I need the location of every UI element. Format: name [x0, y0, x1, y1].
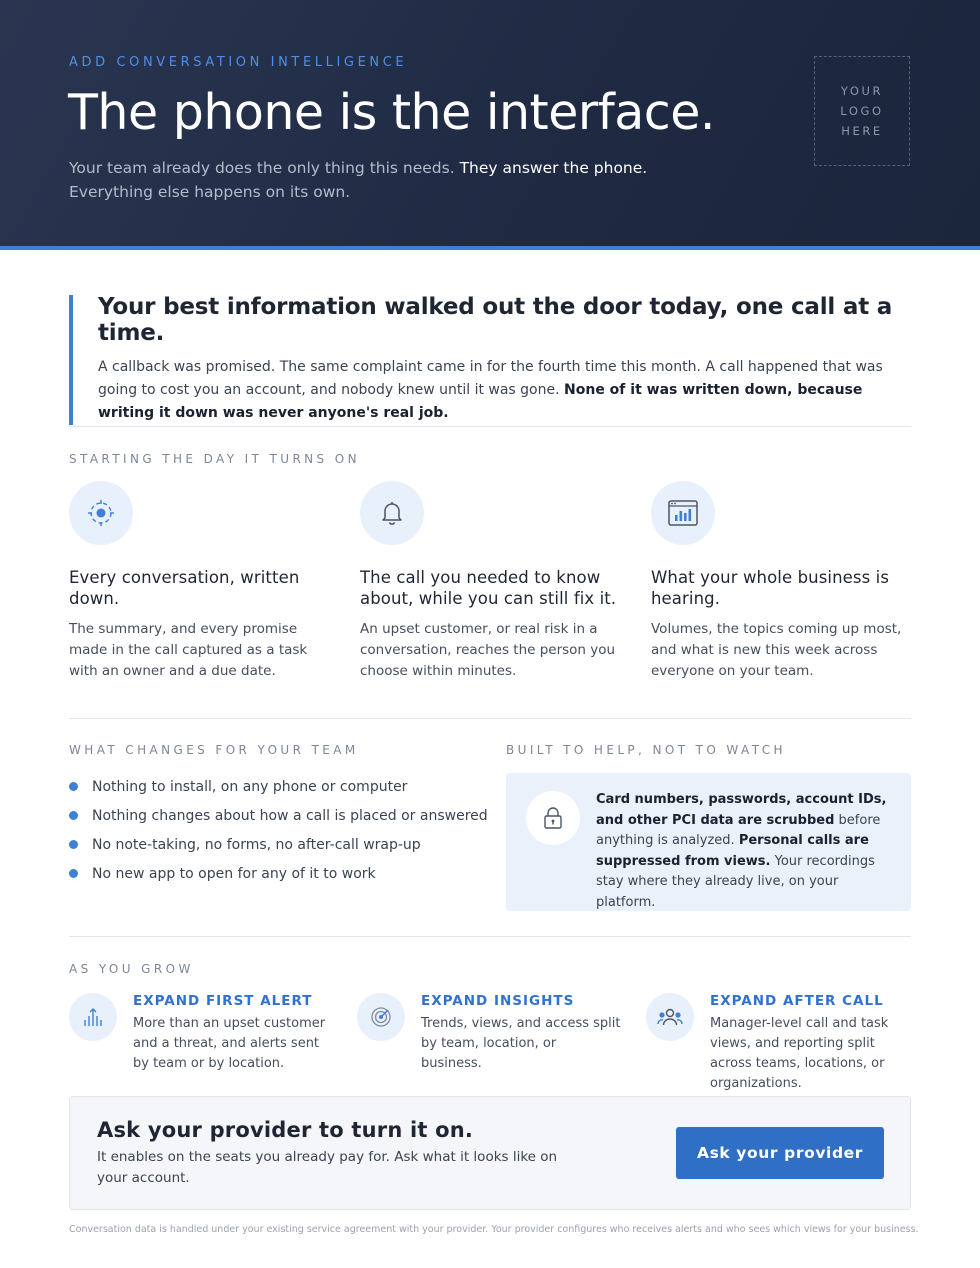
section-divider: [69, 426, 911, 427]
cta-title: Ask your provider to turn it on.: [97, 1118, 474, 1142]
section-divider: [69, 936, 911, 937]
logo-placeholder: [814, 56, 910, 166]
bell-icon: [360, 481, 424, 545]
privacy-text: [596, 790, 894, 913]
list-item-text: No new app to open for any of it to work: [92, 865, 376, 882]
dashboard-chart-icon: [651, 481, 715, 545]
cta-panel: [69, 1096, 911, 1210]
section-label-changes: WHAT CHANGES FOR YOUR TEAM: [69, 743, 359, 757]
section-label-privacy: BUILT TO HELP, NOT TO WATCH: [506, 743, 786, 757]
section-label-grow: AS YOU GROW: [69, 962, 194, 976]
hero-eyebrow: ADD CONVERSATION INTELLIGENCE: [69, 55, 408, 70]
section-label-starting: STARTING THE DAY IT TURNS ON: [69, 452, 361, 466]
grow-item-title: EXPAND INSIGHTS: [421, 993, 575, 1009]
feature-text: An upset customer, or real risk in a conversation, reaches the person you choose within minutes.: [360, 621, 616, 679]
grow-item-text: Manager-level call and task views, and reporting split across teams, locations, or organizations.: [710, 1016, 889, 1091]
list-item-text: Nothing changes about how a call is placed or answered: [92, 807, 488, 824]
grow-item-text: More than an upset customer and a threat, and alerts sent by team or by location.: [133, 1016, 326, 1071]
list-item-text: Nothing to install, on any phone or computer: [92, 778, 408, 795]
feature-card-conversation: [69, 481, 329, 682]
feature-title: What your whole business is hearing.: [651, 568, 890, 608]
hero-subtitle-part-a: Your team already does the only thing this needs.: [69, 159, 460, 177]
hero-subtitle: [69, 156, 689, 204]
privacy-text-part: Your recordings stay where they already live, on your platform.: [596, 853, 875, 910]
logo-line: YOUR: [840, 84, 884, 98]
privacy-callout: [506, 773, 911, 911]
lock-icon: [526, 791, 580, 845]
bullet-dot: [69, 869, 78, 878]
changes-list: [69, 772, 488, 888]
radar-icon: [357, 993, 405, 1041]
grow-item-text: Trends, views, and access split by team, location, or business.: [421, 1016, 621, 1071]
cta-subtitle: It enables on the seats you already pay for. Ask what it looks like on your account.: [97, 1149, 558, 1186]
section-divider: [69, 718, 911, 719]
feature-title: Every conversation, written down.: [69, 568, 300, 608]
hero-banner: [0, 0, 980, 250]
problem-quote: [69, 295, 911, 425]
list-item-text: No note-taking, no forms, no after-call wrap-up: [92, 836, 421, 853]
list-item: [69, 801, 488, 830]
logo-line: HERE: [841, 124, 883, 138]
list-item: [69, 859, 488, 888]
ask-provider-button[interactable]: Ask your provider: [676, 1127, 884, 1179]
logo-line: LOGO: [840, 104, 884, 118]
list-item: [69, 830, 488, 859]
feature-text: The summary, and every promise made in the call captured as a task with an owner and a due date.: [69, 621, 308, 679]
hero-subtitle-emphasis: They answer the phone.: [459, 159, 648, 177]
privacy-text-part: before anything is analyzed.: [596, 812, 881, 848]
target-icon: [69, 481, 133, 545]
grow-item-title: EXPAND AFTER CALL: [710, 993, 884, 1009]
feature-card-alert: [360, 481, 620, 682]
quote-body-emphasis: None of it was written down, because writing it down was never anyone's real job.: [98, 382, 863, 421]
feature-title: The call you needed to know about, while you can still fix it.: [360, 568, 617, 608]
bullet-dot: [69, 782, 78, 791]
privacy-emphasis: Personal calls are suppressed from views.: [596, 833, 869, 869]
quote-title: Your best information walked out the door today, one call at a time.: [98, 294, 893, 346]
feature-text: Volumes, the topics coming up most, and what is new this week across everyone on your team.: [651, 621, 902, 679]
hero-subtitle-part-c: Everything else happens on its own.: [69, 183, 351, 201]
bullet-dot: [69, 811, 78, 820]
privacy-emphasis: Card numbers, passwords, account IDs, and other PCI data are scrubbed: [596, 792, 887, 828]
quote-body-text: A callback was promised. The same complaint came in for the fourth time this month. A call happened that was going to cost you an account, and nobody knew until it was gone.: [98, 359, 883, 398]
feature-card-insights: [651, 481, 911, 682]
list-item: [69, 772, 488, 801]
grow-item-title: EXPAND FIRST ALERT: [133, 993, 313, 1009]
page-title: The phone is the interface.: [68, 84, 715, 141]
alert-signal-icon: [69, 993, 117, 1041]
team-icon: [646, 993, 694, 1041]
footnote: Conversation data is handled under your existing service agreement with your provider. Your provider configures who receives alerts and who sees which views for your business.: [69, 1224, 919, 1235]
quote-body: [98, 356, 911, 425]
bullet-dot: [69, 840, 78, 849]
